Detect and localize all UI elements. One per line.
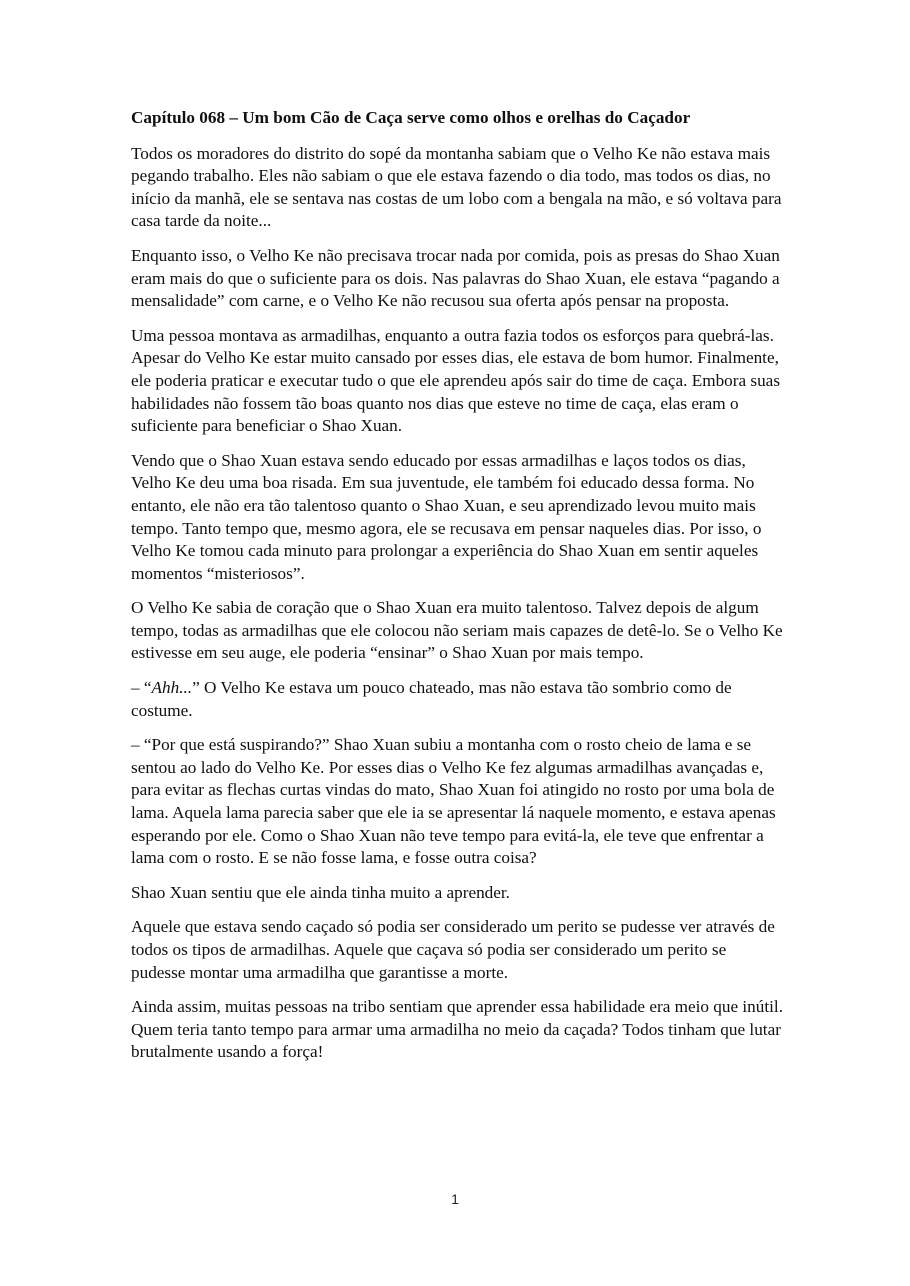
paragraph: Ainda assim, muitas pessoas na tribo sentiam que aprender essa habilidade era meio que inútil. Quem teria tanto tempo para armar uma armadilha no meio da caçada? Todos tinham que lutar brutalmente usando a força! (131, 997, 783, 1062)
chapter-title: Capítulo 068 – Um bom Cão de Caça serve como olhos e orelhas do Caçador (131, 108, 691, 127)
paragraph: Vendo que o Shao Xuan estava sendo educado por essas armadilhas e laços todos os dias, Velho Ke deu uma boa risada. Em sua juventude, ele também foi educado dessa forma. No entanto, ele não era tão talentoso quanto o Shao Xuan, e seu aprendizado levou muito mais tempo. Tanto tempo que, mesmo agora, ele se recusava em pensar naqueles dias. Por isso, o Velho Ke tomou cada minuto para prolongar a experiência do Shao Xuan em sentir aqueles momentos “misteriosos”. (131, 450, 762, 583)
paragraph: Aquele que estava sendo caçado só podia ser considerado um perito se pudesse ver através de todos os tipos de armadilhas. Aquele que caçava só podia ser considerado um perito se pudesse montar uma armadilha que garantisse a morte. (131, 917, 775, 982)
paragraph: Shao Xuan sentiu que ele ainda tinha muito a aprender. (131, 882, 510, 902)
sigh-suffix: ” O Velho Ke estava um pouco chateado, mas não estava tão sombrio como de costume. (131, 678, 732, 720)
paragraph: Enquanto isso, o Velho Ke não precisava trocar nada por comida, pois as presas do Shao Xuan eram mais do que o suficiente para os dois. Nas palavras do Shao Xuan, ele estava “pagando a mensalidade” com carne, e o Velho Ke não recusou sua oferta após pensar na proposta. (131, 245, 780, 311)
paragraph: Todos os moradores do distrito do sopé da montanha sabiam que o Velho Ke não estava mais pegando trabalho. Eles não sabiam o que ele estava fazendo o dia todo, mas todos os dias, no início da manhã, ele se sentava nas costas de um lobo com a bengala na mão, e só voltava para casa tarde da noite... (131, 143, 782, 231)
sigh-italic: Ahh... (151, 678, 193, 698)
sigh-paragraph (131, 677, 783, 722)
paragraph: – “Por que está suspirando?” Shao Xuan subiu a montanha com o rosto cheio de lama e se sentou ao lado do Velho Ke. Por esses dias o Velho Ke fez algumas armadilhas avançadas e, para evitar as flechas curtas vindas do mato, Shao Xuan foi atingido no rosto por uma bola de lama. Aquela lama parecia saber que ele ia se apresentar lá naquele momento, e estava apenas esperando por ele. Como o Shao Xuan não teve tempo para evitá-la, ele teve que enfrentar a lama com o rosto. E se não fosse lama, e fosse outra coisa? (131, 735, 776, 868)
sigh-prefix: – “ (131, 678, 152, 698)
page-number: 1 (451, 1191, 459, 1207)
page-content (131, 107, 783, 1076)
paragraph: O Velho Ke sabia de coração que o Shao Xuan era muito talentoso. Talvez depois de algum tempo, todas as armadilhas que ele colocou não seriam mais capazes de detê-lo. Se o Velho Ke estivesse em seu auge, ele poderia “ensinar” o Shao Xuan por mais tempo. (131, 598, 783, 663)
paragraph: Uma pessoa montava as armadilhas, enquanto a outra fazia todos os esforços para quebrá-las. Apesar do Velho Ke estar muito cansado por esses dias, ele estava de bom humor. Finalmente, ele poderia praticar e executar tudo o que ele aprendeu após sair do time de caça. Embora suas habilidades não fossem tão boas quanto nos dias que esteve no time de caça, elas eram o suficiente para beneficiar o Shao Xuan. (131, 325, 781, 436)
